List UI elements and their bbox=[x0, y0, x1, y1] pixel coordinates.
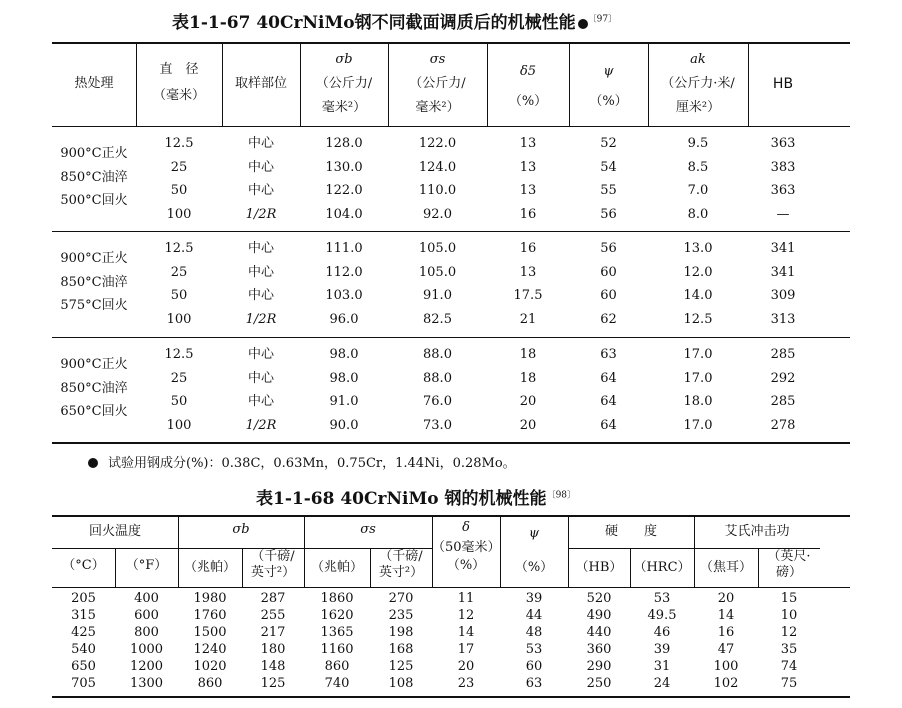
t1-header-diameter: 直 径 bbox=[159, 62, 199, 77]
t2-cell-hrc: 46 bbox=[653, 625, 671, 640]
t1-cell-position: 1/2R bbox=[245, 206, 277, 222]
t1-cell-ak: 12.5 bbox=[683, 311, 713, 327]
t1-cell-psi: 56 bbox=[600, 206, 617, 222]
t1-cell-ak: 12.0 bbox=[683, 264, 713, 280]
t2-cell-sigma-s-mpa: 1160 bbox=[320, 642, 354, 657]
t2-cell-joule: 14 bbox=[717, 608, 735, 623]
t1-cell-hb: 341 bbox=[770, 264, 796, 280]
t2-cell-sigma-s-ksi: 235 bbox=[388, 608, 414, 623]
t2-header-hardness: 硬 度 bbox=[604, 524, 657, 539]
t2-header-mpa-b: （兆帕） bbox=[183, 560, 236, 575]
t2-cell-temp-f: 1300 bbox=[129, 676, 164, 691]
t1-cell-hb: 363 bbox=[770, 136, 796, 151]
t1-cell-sigma-b: 128.0 bbox=[325, 136, 363, 151]
t1-cell-hb: 363 bbox=[770, 183, 796, 198]
table1-ref: 〔97〕 bbox=[587, 14, 618, 25]
t1-cell-diameter: 12.5 bbox=[164, 347, 194, 362]
t2-cell-delta: 14 bbox=[457, 625, 475, 640]
t2-cell-hb: 490 bbox=[586, 608, 612, 623]
t2-cell-joule: 47 bbox=[717, 642, 735, 657]
t1-cell-ak: 17.0 bbox=[683, 417, 713, 433]
t1-cell-hb: 309 bbox=[770, 288, 796, 303]
footnote-marker-icon bbox=[578, 19, 588, 29]
t2-cell-ftlb: 75 bbox=[780, 676, 798, 691]
t2-cell-sigma-b-mpa: 1500 bbox=[193, 625, 227, 640]
t1-cell-hb: 341 bbox=[770, 241, 796, 256]
t1-cell-sigma-s: 105.0 bbox=[418, 241, 457, 256]
t2-cell-hrc: 53 bbox=[653, 591, 671, 606]
t1-cell-diameter: 50 bbox=[170, 183, 188, 198]
t2-cell-sigma-s-mpa: 740 bbox=[324, 676, 350, 691]
t2-cell-delta: 17 bbox=[457, 642, 475, 657]
t1-cell-psi: 56 bbox=[600, 241, 617, 256]
t1-cell-delta5: 16 bbox=[519, 206, 537, 222]
t2-header-ftlb1: （英尺· bbox=[767, 549, 811, 564]
t2-cell-psi: 60 bbox=[525, 659, 543, 674]
t1-cell-delta5: 18 bbox=[519, 370, 537, 386]
t1-cell-diameter: 25 bbox=[170, 159, 188, 175]
t1-cell-sigma-b: 112.0 bbox=[325, 264, 363, 280]
t1-cell-position: 中心 bbox=[247, 347, 274, 362]
t1-cell-sigma-b: 104.0 bbox=[325, 206, 363, 222]
t1-cell-hb: 313 bbox=[770, 311, 796, 327]
t1-cell-psi: 54 bbox=[600, 159, 617, 175]
t2-header-delta-unit2: （%） bbox=[446, 558, 486, 573]
t1-cell-sigma-b: 91.0 bbox=[329, 394, 359, 409]
t2-cell-psi: 53 bbox=[525, 642, 543, 657]
t2-cell-sigma-b-mpa: 1760 bbox=[193, 608, 227, 623]
t2-header-ksi-s1: （千磅/ bbox=[379, 549, 423, 564]
heat-treatment-step: 575°C回火 bbox=[60, 298, 128, 313]
t1-cell-position: 中心 bbox=[247, 394, 274, 409]
t1-cell-psi: 64 bbox=[600, 370, 617, 386]
t2-cell-delta: 11 bbox=[457, 591, 475, 606]
table2-title: 表1-1-68 40CrNiMo 钢的机械性能$^{〔98〕}$ bbox=[256, 489, 577, 509]
t1-cell-position: 中心 bbox=[247, 241, 274, 256]
t2-cell-ftlb: 15 bbox=[780, 591, 798, 606]
t1-cell-sigma-b: 103.0 bbox=[325, 288, 363, 303]
t1-cell-psi: 64 bbox=[600, 417, 617, 433]
t1-cell-sigma-b: 130.0 bbox=[325, 159, 363, 175]
t1-cell-psi: 64 bbox=[600, 394, 617, 409]
t2-cell-temp-f: 600 bbox=[134, 608, 159, 623]
t2-cell-temp-f: 400 bbox=[134, 591, 159, 606]
t2-cell-delta: 12 bbox=[457, 608, 475, 623]
t1-cell-sigma-b: 98.0 bbox=[329, 370, 359, 386]
t1-cell-ak: 7.0 bbox=[687, 183, 709, 198]
t2-cell-sigma-s-mpa: 1860 bbox=[320, 591, 354, 606]
t2-cell-temp-f: 1200 bbox=[129, 659, 164, 674]
t2-cell-sigma-b-mpa: 1020 bbox=[193, 659, 227, 674]
heat-treatment-step: 900°C正火 bbox=[60, 251, 128, 266]
t1-cell-delta5: 13 bbox=[519, 136, 537, 151]
t2-cell-temp-c: 315 bbox=[71, 608, 96, 623]
t2-cell-hb: 250 bbox=[586, 676, 612, 691]
t2-cell-hrc: 31 bbox=[653, 659, 671, 674]
t1-cell-delta5: 20 bbox=[519, 417, 537, 433]
t1-cell-delta5: 16 bbox=[519, 241, 537, 256]
t2-cell-joule: 20 bbox=[717, 591, 735, 606]
t1-header-sigma-b: σb bbox=[335, 52, 353, 67]
t1-cell-sigma-b: 96.0 bbox=[329, 311, 359, 327]
t2-header-sigma-b: σb bbox=[232, 522, 250, 537]
heat-treatment-step: 900°C正火 bbox=[60, 357, 128, 372]
t1-cell-sigma-s: 92.0 bbox=[423, 206, 452, 222]
t1-cell-position: 中心 bbox=[247, 264, 274, 280]
t2-header-ksi-s2: 英寸²） bbox=[378, 565, 424, 580]
t1-cell-ak: 13.0 bbox=[683, 241, 713, 256]
t1-header-ak: ak bbox=[690, 52, 706, 67]
heat-treatment-step: 850°C油淬 bbox=[60, 169, 128, 185]
table1-top-rule bbox=[52, 42, 850, 44]
footnote-marker-icon bbox=[88, 458, 98, 468]
t2-cell-temp-c: 205 bbox=[71, 591, 96, 606]
t2-cell-sigma-s-mpa: 1620 bbox=[320, 608, 354, 623]
t1-cell-position: 中心 bbox=[247, 136, 274, 151]
t1-cell-delta5: 18 bbox=[519, 347, 537, 362]
t2-cell-temp-c: 425 bbox=[71, 625, 96, 640]
t1-cell-delta5: 13 bbox=[519, 264, 537, 280]
heat-treatment-step: 850°C油淬 bbox=[60, 380, 128, 396]
t1-cell-sigma-s: 88.0 bbox=[423, 347, 452, 362]
t1-cell-psi: 60 bbox=[600, 288, 617, 303]
t1-cell-sigma-s: 76.0 bbox=[423, 394, 452, 409]
table1-header-rule bbox=[52, 126, 850, 127]
table2-top-rule bbox=[52, 515, 850, 517]
t1-header-sigma-b-unit2: 毫米²） bbox=[321, 100, 367, 115]
t2-cell-sigma-b-mpa: 1240 bbox=[193, 642, 227, 657]
table1-group-rule-2 bbox=[52, 337, 850, 338]
t1-cell-sigma-s: 122.0 bbox=[418, 136, 457, 151]
t1-cell-sigma-b: 98.0 bbox=[329, 347, 359, 362]
t1-header-sigma-b-unit1: （公斤力/ bbox=[315, 76, 373, 91]
t1-cell-diameter: 50 bbox=[170, 394, 188, 409]
t1-cell-hb: 285 bbox=[770, 394, 796, 409]
t2-header-hrc: （HRC） bbox=[633, 560, 691, 575]
t1-cell-delta5: 17.5 bbox=[513, 288, 543, 303]
t2-cell-delta: 20 bbox=[457, 659, 475, 674]
t1-header-sigma-s: σs bbox=[429, 52, 446, 67]
t2-header-psi: ψ bbox=[528, 526, 540, 541]
t2-cell-sigma-b-mpa: 1980 bbox=[193, 591, 227, 606]
t2-header-c: （°C） bbox=[62, 558, 105, 573]
t1-cell-sigma-s: 124.0 bbox=[418, 159, 457, 175]
t1-cell-psi: 55 bbox=[600, 183, 617, 198]
t2-cell-hb: 290 bbox=[586, 659, 612, 674]
t2-cell-ftlb: 35 bbox=[780, 642, 798, 657]
t1-cell-hb: 292 bbox=[770, 370, 796, 386]
t1-cell-sigma-b: 111.0 bbox=[325, 241, 363, 256]
table1-title: 表1-1-67 40CrNiMo钢不同截面调质后的机械性能 $^{〔97〕}$ bbox=[172, 13, 618, 33]
t1-cell-position: 中心 bbox=[247, 288, 274, 303]
t1-cell-diameter: 100 bbox=[166, 417, 192, 433]
t1-cell-position: 中心 bbox=[247, 183, 274, 198]
t1-cell-diameter: 12.5 bbox=[164, 136, 194, 151]
t1-cell-ak: 8.0 bbox=[687, 206, 709, 222]
t2-cell-joule: 16 bbox=[717, 625, 735, 640]
table1-footnote bbox=[86, 452, 516, 471]
table2-bottom-rule bbox=[52, 696, 850, 698]
t2-cell-joule: 102 bbox=[713, 676, 739, 691]
t1-cell-position: 1/2R bbox=[245, 417, 277, 433]
t1-cell-ak: 18.0 bbox=[683, 394, 713, 409]
t2-cell-hb: 520 bbox=[586, 591, 612, 606]
t1-cell-psi: 52 bbox=[600, 136, 617, 151]
t1-cell-hb: — bbox=[776, 206, 790, 222]
t2-cell-temp-c: 650 bbox=[71, 659, 96, 674]
t2-cell-hrc: 39 bbox=[653, 642, 671, 657]
t1-header-psi-unit: （%） bbox=[589, 94, 628, 109]
table2-header-rule bbox=[52, 587, 850, 588]
t2-cell-temp-c: 705 bbox=[71, 676, 96, 691]
t1-cell-delta5: 13 bbox=[519, 183, 537, 198]
t2-cell-sigma-s-mpa: 860 bbox=[324, 659, 350, 674]
t1-header-ak-unit2: 厘米²） bbox=[675, 100, 721, 115]
t2-cell-sigma-b-mpa: 860 bbox=[197, 676, 223, 691]
t1-header-psi: ψ bbox=[603, 64, 614, 79]
t2-cell-temp-c: 540 bbox=[71, 642, 96, 657]
t1-header-delta5: δ5 bbox=[519, 64, 537, 79]
t1-cell-sigma-s: 82.5 bbox=[423, 311, 452, 327]
t2-cell-psi: 63 bbox=[525, 676, 543, 691]
t2-cell-sigma-b-ksi: 148 bbox=[260, 659, 286, 674]
t2-cell-hrc: 49.5 bbox=[647, 608, 677, 623]
t2-header-temp: 回火温度 bbox=[88, 524, 141, 539]
t1-cell-sigma-s: 73.0 bbox=[423, 417, 452, 433]
t2-cell-temp-f: 1000 bbox=[129, 642, 164, 657]
t1-cell-sigma-b: 122.0 bbox=[325, 183, 363, 198]
t1-header-diameter-unit: （毫米） bbox=[152, 88, 205, 103]
t1-header-position: 取样部位 bbox=[234, 76, 287, 91]
t2-cell-sigma-b-ksi: 180 bbox=[260, 642, 286, 657]
t2-header-delta-unit1: （50毫米） bbox=[432, 540, 501, 555]
t1-cell-diameter: 25 bbox=[170, 264, 188, 280]
t2-header-impact: 艾氏冲击功 bbox=[724, 524, 790, 539]
t1-cell-sigma-s: 110.0 bbox=[418, 183, 457, 198]
t2-header-mpa-s: （兆帕） bbox=[310, 560, 363, 575]
t1-cell-ak: 14.0 bbox=[683, 288, 713, 303]
t2-header-psi-unit: （%） bbox=[514, 560, 554, 575]
t1-cell-delta5: 20 bbox=[519, 394, 537, 409]
t2-cell-sigma-s-ksi: 168 bbox=[388, 642, 414, 657]
t2-cell-joule: 100 bbox=[713, 659, 739, 674]
t1-cell-sigma-b: 90.0 bbox=[329, 417, 359, 433]
t1-vsep bbox=[136, 43, 137, 127]
t1-cell-hb: 383 bbox=[770, 159, 796, 175]
t1-cell-hb: 278 bbox=[770, 417, 796, 433]
t1-cell-sigma-s: 91.0 bbox=[423, 288, 452, 303]
t2-header-ksi-b2: 英寸²） bbox=[250, 565, 296, 580]
t1-vsep bbox=[569, 43, 570, 127]
t1-header-sigma-s-unit2: 毫米²） bbox=[415, 100, 460, 115]
t2-subrule bbox=[568, 548, 694, 549]
footnote-text: 试验用钢成分(%)：0.38C，0.63Mn，0.75Cr，1.44Ni，0.28Mo。 bbox=[108, 456, 516, 471]
t1-cell-diameter: 100 bbox=[166, 206, 192, 222]
heat-treatment-step: 850°C油淬 bbox=[60, 274, 128, 290]
t2-cell-sigma-s-ksi: 198 bbox=[388, 625, 414, 640]
t2-cell-ftlb: 74 bbox=[780, 659, 798, 674]
t2-cell-hb: 360 bbox=[586, 642, 612, 657]
t1-header-sigma-s-unit1: （公斤力/ bbox=[409, 76, 466, 91]
t1-cell-diameter: 50 bbox=[170, 288, 188, 303]
t2-cell-sigma-b-ksi: 125 bbox=[260, 676, 286, 691]
t2-cell-sigma-b-ksi: 287 bbox=[260, 591, 286, 606]
t2-header-joule: （焦耳） bbox=[699, 560, 752, 575]
t1-vsep bbox=[487, 43, 488, 127]
t2-cell-psi: 44 bbox=[525, 608, 543, 623]
t1-cell-position: 中心 bbox=[247, 159, 274, 175]
t1-cell-position: 中心 bbox=[247, 370, 274, 386]
t2-header-ftlb2: 磅） bbox=[775, 565, 802, 580]
t2-cell-hrc: 24 bbox=[653, 676, 671, 691]
t1-cell-ak: 17.0 bbox=[683, 347, 713, 362]
t2-cell-sigma-b-ksi: 255 bbox=[260, 608, 286, 623]
t1-cell-ak: 9.5 bbox=[687, 136, 709, 151]
table2-ref: 〔98〕 bbox=[546, 490, 577, 501]
heat-treatment-step: 500°C回火 bbox=[60, 193, 128, 208]
t2-header-delta: δ bbox=[462, 520, 470, 535]
t2-cell-delta: 23 bbox=[457, 676, 475, 691]
t1-header-hb: HB bbox=[772, 76, 794, 92]
t2-cell-temp-f: 800 bbox=[134, 625, 159, 640]
t1-cell-delta5: 13 bbox=[519, 159, 537, 175]
t1-cell-sigma-s: 88.0 bbox=[423, 370, 452, 386]
t1-cell-psi: 62 bbox=[600, 311, 617, 327]
heat-treatment-step: 900°C正火 bbox=[60, 146, 128, 161]
t1-cell-sigma-s: 105.0 bbox=[418, 264, 457, 280]
t1-cell-diameter: 100 bbox=[166, 311, 192, 327]
t1-cell-delta5: 21 bbox=[519, 311, 537, 327]
t2-cell-sigma-s-ksi: 270 bbox=[388, 591, 414, 606]
t1-cell-diameter: 12.5 bbox=[164, 241, 194, 256]
table1-group-rule-1 bbox=[52, 231, 850, 232]
t2-cell-psi: 39 bbox=[525, 591, 543, 606]
heat-treatment-step: 650°C回火 bbox=[60, 404, 128, 419]
table1-bottom-rule bbox=[52, 442, 850, 444]
t1-cell-diameter: 25 bbox=[170, 370, 188, 386]
t2-cell-sigma-s-mpa: 1365 bbox=[320, 625, 354, 640]
t1-cell-psi: 63 bbox=[600, 347, 617, 362]
t1-cell-hb: 285 bbox=[770, 347, 796, 362]
t1-cell-ak: 17.0 bbox=[683, 370, 713, 386]
t1-cell-position: 1/2R bbox=[245, 311, 277, 327]
t2-header-hb: （HB） bbox=[575, 560, 623, 575]
t2-cell-psi: 48 bbox=[525, 625, 543, 640]
t2-cell-ftlb: 12 bbox=[780, 625, 798, 640]
t2-cell-sigma-s-ksi: 108 bbox=[388, 676, 414, 691]
t2-cell-sigma-s-ksi: 125 bbox=[388, 659, 414, 674]
t2-cell-sigma-b-ksi: 217 bbox=[260, 625, 286, 640]
t1-cell-psi: 60 bbox=[600, 264, 617, 280]
t2-header-ksi-b1: （千磅/ bbox=[251, 549, 295, 564]
t1-header-ak-unit1: （公斤力·米/ bbox=[661, 76, 735, 91]
t2-header-sigma-s: σs bbox=[360, 522, 376, 537]
t2-cell-hb: 440 bbox=[586, 625, 612, 640]
t2-cell-ftlb: 10 bbox=[780, 608, 798, 623]
t1-header-heat: 热处理 bbox=[74, 76, 114, 91]
t2-header-f: （°F） bbox=[125, 558, 168, 573]
t1-header-delta5-unit: （%） bbox=[508, 94, 548, 109]
t1-cell-ak: 8.5 bbox=[687, 159, 709, 175]
